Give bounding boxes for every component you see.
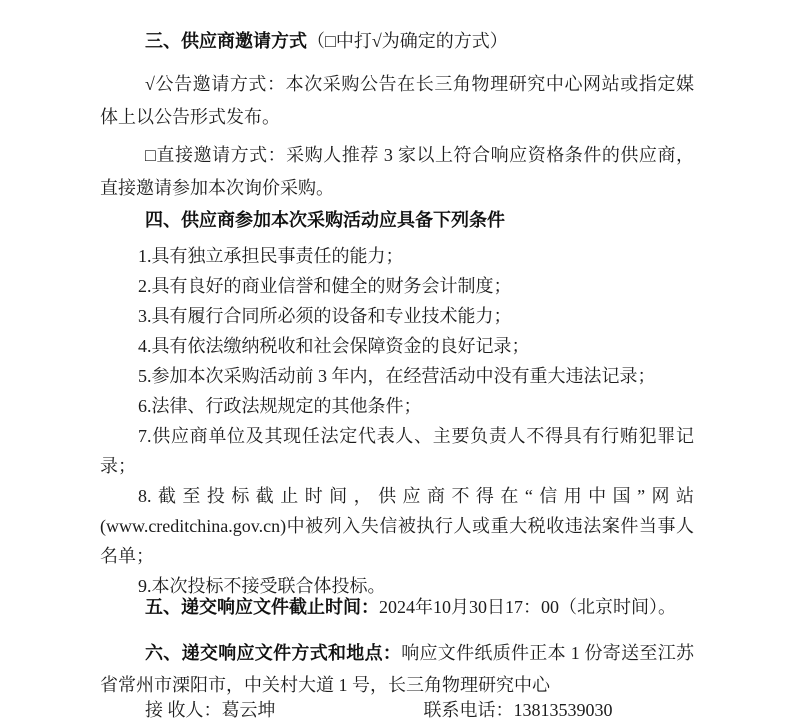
paragraph-announcement-invitation-text: 公告邀请方式：本次采购公告在长三角物理研究中心网站或指定媒体上以公告形式发布。 bbox=[100, 74, 694, 127]
list-item-3: 3.具有履行合同所必须的设备和专业技术能力； bbox=[138, 306, 512, 326]
paragraph-direct-invitation bbox=[100, 139, 694, 205]
contact-line bbox=[100, 695, 694, 725]
list-item-5: 5.参加本次采购活动前 3 年内，在经营活动中没有重大违法记录； bbox=[138, 366, 656, 386]
list-item-8-text: 8.截至投标截止时间，供应商不得在“信用中国”网站 bbox=[138, 486, 694, 506]
list-item-4: 4.具有依法缴纳税收和社会保障资金的良好记录； bbox=[138, 336, 530, 356]
list-item-6: 6.法律、行政法规规定的其他条件； bbox=[138, 396, 422, 416]
paragraph-direct-invitation-text: 直接邀请方式：采购人推荐 3 家以上符合响应资格条件的供应商，直接邀请参加本次询价采购。 bbox=[100, 145, 695, 198]
checkbox-empty-icon: □ bbox=[145, 145, 157, 165]
credit-china-url: (www.creditchina.gov.cn) bbox=[100, 516, 287, 536]
section-6-heading bbox=[100, 637, 694, 701]
section-5-heading-bold: 五、递交响应文件截止时间： bbox=[145, 597, 379, 617]
section-3-heading-bold: 三、供应商邀请方式 bbox=[145, 31, 307, 51]
list-item-1: 1.具有独立承担民事责任的能力； bbox=[138, 246, 404, 266]
delivery-address-value: 响应文件纸质件正本 1 份寄送至江苏省常州市溧阳市，中关村大道 1 号，长三角物理研究中心 bbox=[100, 643, 695, 695]
list-item-9: 9.本次投标不接受联合体投标。 bbox=[138, 576, 386, 596]
list-item-2: 2.具有良好的商业信誉和健全的财务会计制度； bbox=[138, 276, 512, 296]
check-mark-icon: √ bbox=[145, 74, 155, 94]
conditions-list bbox=[100, 241, 694, 601]
phone-label: 联系电话： bbox=[423, 700, 514, 720]
section-3-heading-note: （□中打√为确定的方式） bbox=[307, 31, 508, 51]
section-4-heading: 四、供应商参加本次采购活动应具备下列条件 bbox=[145, 210, 505, 230]
receiver-name: 葛云坤 bbox=[221, 700, 276, 720]
list-item-8-text-continued: 中被列入失信被执行人或重大税收违法案件当事人名单； bbox=[100, 516, 694, 566]
section-3-heading bbox=[100, 26, 694, 56]
section-5-heading bbox=[100, 592, 694, 622]
section-6-heading-bold: 六、递交响应文件方式和地点： bbox=[145, 643, 402, 663]
list-item-7: 7.供应商单位及其现任法定代表人、主要负责人不得具有行贿犯罪记录； bbox=[100, 426, 694, 476]
receiver-label: 接 收人： bbox=[145, 700, 222, 720]
phone-number: 13813539030 bbox=[513, 700, 613, 720]
list-item-8 bbox=[100, 481, 694, 571]
deadline-value: 2024年10月30日17：00（北京时间）。 bbox=[379, 597, 676, 617]
paragraph-announcement-invitation bbox=[100, 68, 694, 134]
